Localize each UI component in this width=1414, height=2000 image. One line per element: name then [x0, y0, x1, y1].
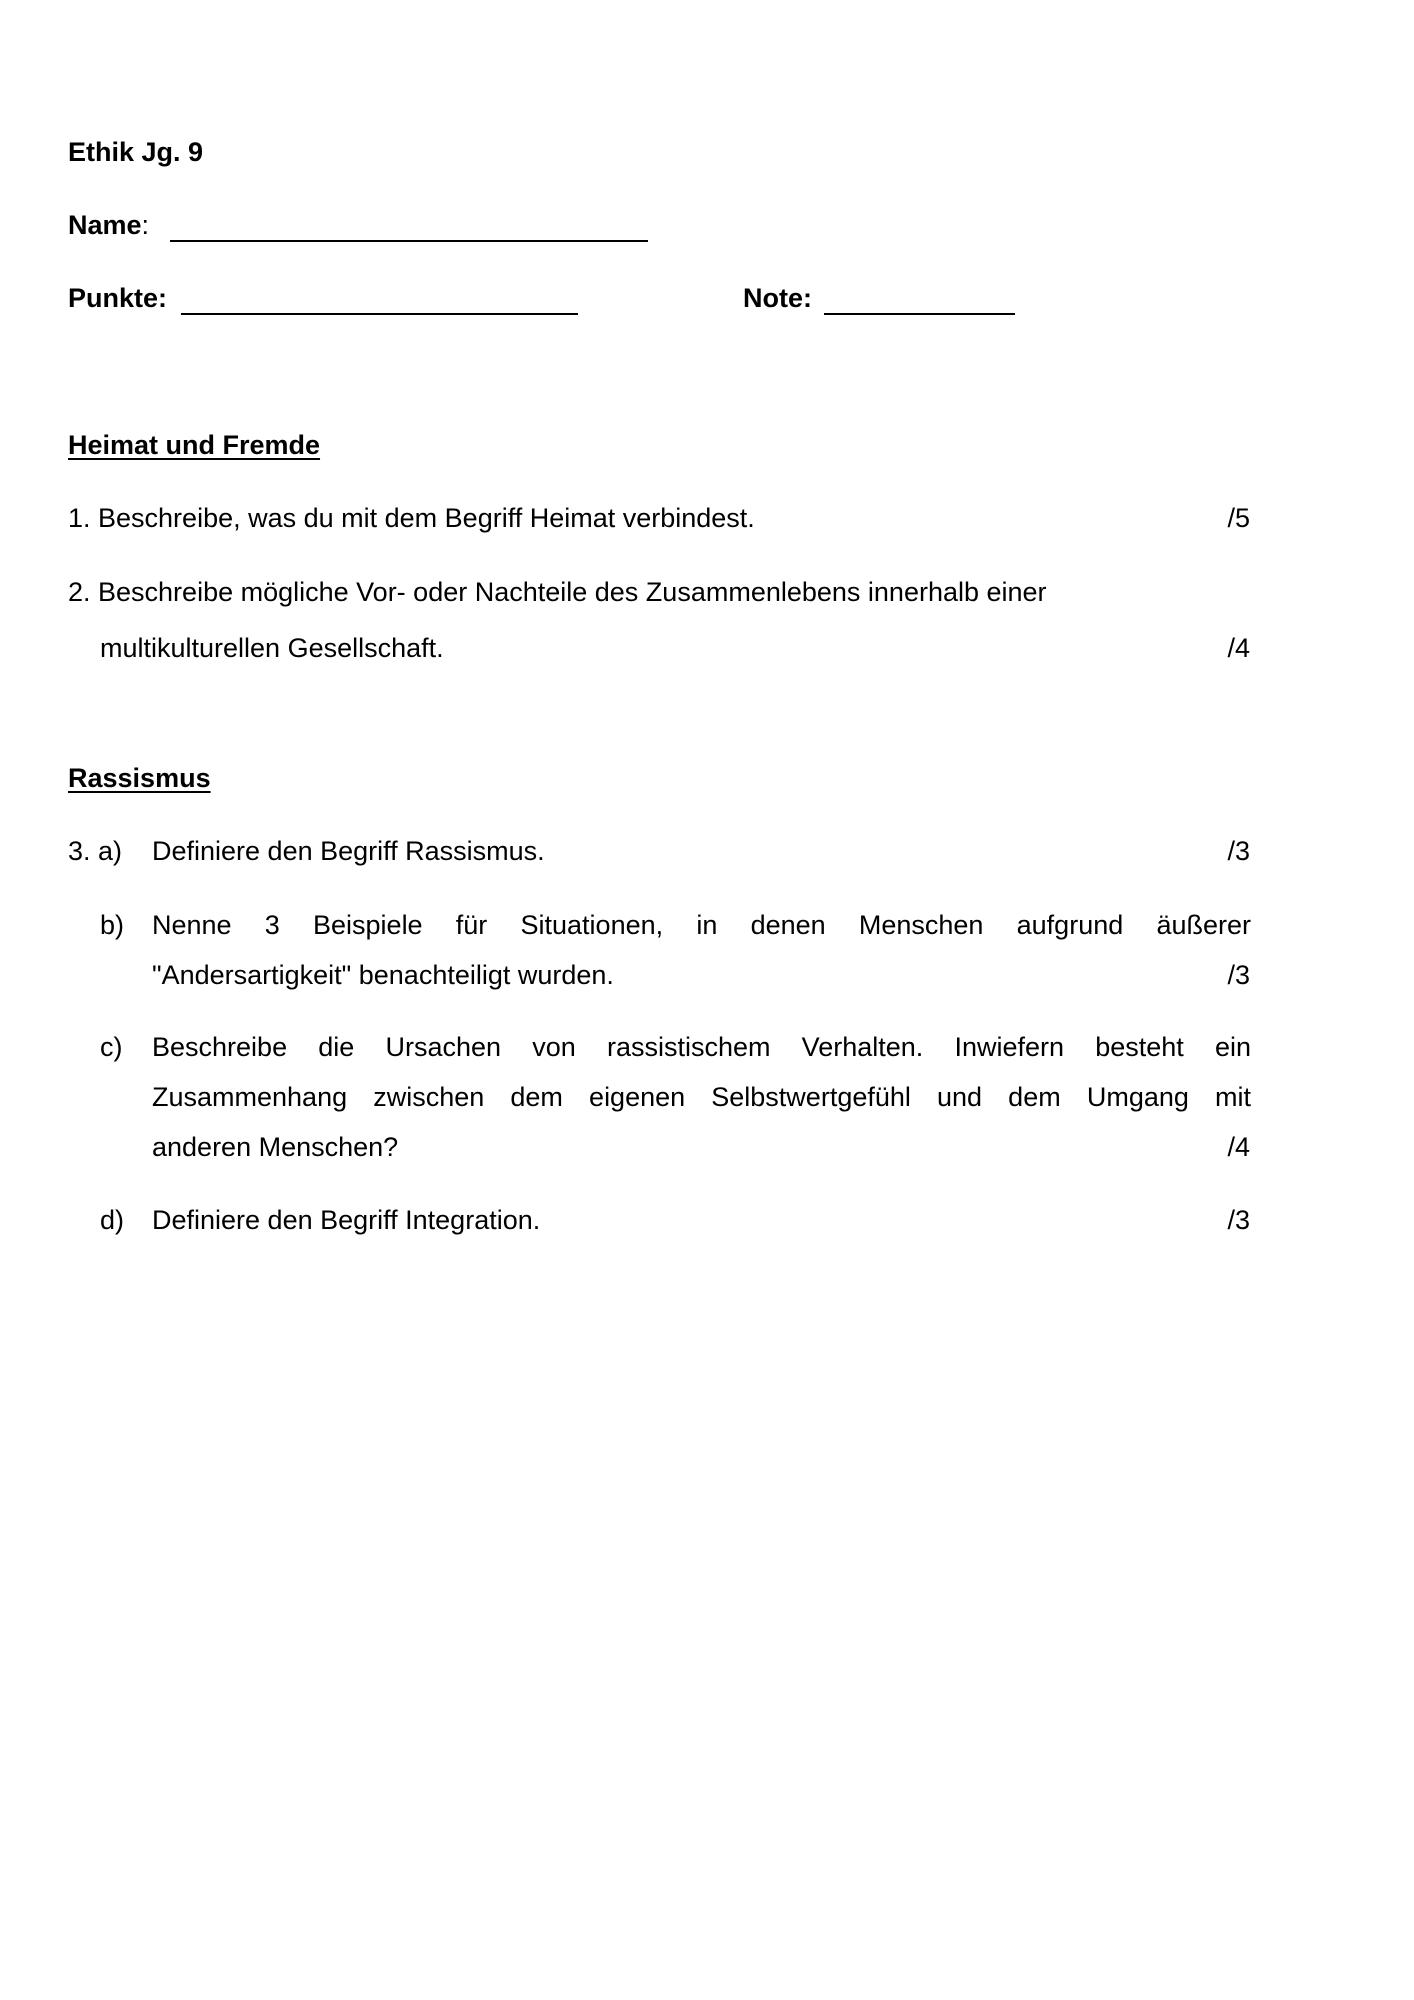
- grade-field[interactable]: [824, 313, 1015, 315]
- question-1-points: /5: [1227, 503, 1250, 533]
- question-3b-points: /3: [1227, 960, 1250, 990]
- grade-label: Note:: [743, 283, 812, 313]
- question-3b-label: b): [100, 910, 125, 940]
- points-field[interactable]: [181, 313, 578, 315]
- question-3d-label: d): [100, 1205, 125, 1235]
- name-label-colon: :: [141, 210, 150, 240]
- section-heading-heimat: Heimat und Fremde: [68, 430, 321, 460]
- question-3c-label: c): [100, 1032, 123, 1062]
- question-3b-line-1: Nenne 3 Beispiele für Situationen, in denen Menschen aufgrund äußerer: [152, 910, 1251, 940]
- name-field[interactable]: [170, 240, 648, 242]
- question-2-line-1: 2. Beschreibe mögliche Vor- oder Nachteile des Zusammenlebens innerhalb einer: [68, 577, 1047, 607]
- question-3-number: 3. a): [68, 836, 123, 866]
- question-2-points: /4: [1227, 633, 1250, 663]
- question-3a-text: Definiere den Begriff Rassismus.: [152, 836, 545, 866]
- question-3d-text: Definiere den Begriff Integration.: [152, 1205, 541, 1235]
- question-3c-line-1: Beschreibe die Ursachen von rassistischem Verhalten. Inwiefern besteht ein: [152, 1032, 1251, 1062]
- document-title: Ethik Jg. 9: [68, 137, 204, 167]
- points-label: Punkte:: [68, 283, 168, 313]
- section-heading-rassismus: Rassismus: [68, 763, 211, 793]
- question-3c-line-3: anderen Menschen?: [152, 1132, 399, 1162]
- question-3c-points: /4: [1227, 1132, 1250, 1162]
- question-2-line-2: multikulturellen Gesellschaft.: [100, 633, 444, 663]
- question-3c-line-2: Zusammenhang zwischen dem eigenen Selbstwertgefühl und dem Umgang mit: [152, 1082, 1251, 1112]
- question-3b-line-2: "Andersartigkeit" benachteiligt wurden.: [152, 960, 614, 990]
- question-3d-points: /3: [1227, 1205, 1250, 1235]
- name-label: [68, 210, 149, 241]
- question-1-text: 1. Beschreibe, was du mit dem Begriff Heimat verbindest.: [68, 503, 755, 533]
- question-3a-points: /3: [1227, 836, 1250, 866]
- name-label-text: Name: [68, 210, 142, 240]
